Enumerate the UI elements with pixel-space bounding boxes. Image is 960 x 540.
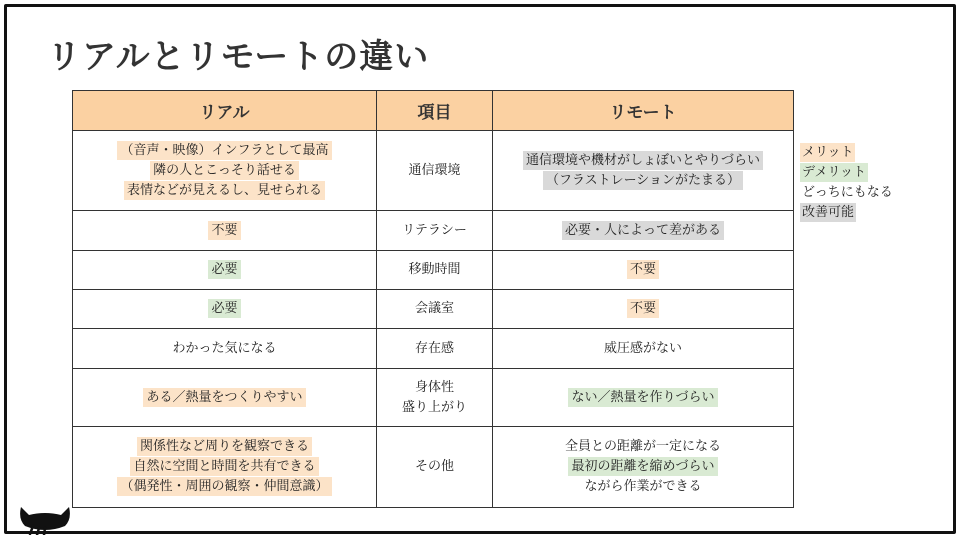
cell-text: 不要 <box>627 260 659 279</box>
cell-item <box>377 131 493 211</box>
cell-remote <box>493 131 794 211</box>
cell-text: 必要 <box>208 260 240 279</box>
cell-text: 自然に空間と時間を共有できる <box>130 457 318 476</box>
cell-item <box>377 251 493 290</box>
cell-text: 関係性など周りを観察できる <box>137 437 312 456</box>
item-label: 盛り上がり <box>401 399 467 415</box>
table-row <box>73 427 794 508</box>
legend-item <box>800 183 895 203</box>
cell-remote <box>493 329 794 369</box>
table-row <box>73 290 794 329</box>
cell-text: 隣の人とこっそり話せる <box>150 161 299 180</box>
legend-label: 改善可能 <box>802 205 855 220</box>
table-row <box>73 131 794 211</box>
item-label: 通信環境 <box>408 162 461 178</box>
cell-text: 不要 <box>627 299 659 318</box>
cell-text: 不要 <box>208 221 240 240</box>
header-item: 項目 <box>377 91 493 131</box>
header-real: リアル <box>73 91 377 131</box>
cell-text: 最初の距離を縮めづらい <box>568 457 717 476</box>
item-label: 会議室 <box>414 301 454 316</box>
table-row <box>73 329 794 369</box>
legend-item <box>800 143 895 163</box>
cell-item <box>377 290 493 329</box>
cell-text: （フラストレーションがたまる） <box>543 171 743 190</box>
cell-text: 必要・人によって差がある <box>562 221 724 240</box>
legend-item <box>800 163 895 183</box>
item-label: 身体性 <box>414 379 454 395</box>
cell-real <box>73 427 377 508</box>
cell-item <box>377 211 493 251</box>
header-remote: リモート <box>493 91 794 131</box>
item-label: 移動時間 <box>408 262 461 277</box>
cell-remote <box>493 211 794 251</box>
cell-item <box>377 369 493 427</box>
slide <box>4 4 956 534</box>
table-row <box>73 251 794 290</box>
cell-text: 全員との距離が一定になる <box>564 439 721 454</box>
cell-remote <box>493 290 794 329</box>
cell-real <box>73 211 377 251</box>
cell-text: （偶発性・周囲の観察・仲間意識） <box>117 477 331 496</box>
item-label: その他 <box>414 459 454 474</box>
table-row <box>73 369 794 427</box>
cell-text: （音声・映像）インフラとして最高 <box>117 141 331 160</box>
cell-remote <box>493 251 794 290</box>
cell-item <box>377 329 493 369</box>
cell-text: 表情などが見えるし、見せられる <box>124 181 325 200</box>
item-label: 存在感 <box>414 340 454 356</box>
legend-label: どっちにもなる <box>802 185 893 200</box>
cell-text: ない／熱量を作りづらい <box>568 388 717 407</box>
page-title: リアルとリモートの違い <box>47 37 430 77</box>
legend-label: メリット <box>802 145 854 160</box>
cell-text: 通信環境や機材がしょぼいとやりづらい <box>523 151 763 170</box>
legend-item <box>800 203 895 223</box>
cell-text: 必要 <box>208 299 240 318</box>
black-cat-logo-icon <box>17 501 73 535</box>
table-header-row <box>73 91 794 131</box>
cell-remote <box>493 427 794 508</box>
comparison-table <box>72 90 794 508</box>
cell-real <box>73 369 377 427</box>
cell-real <box>73 131 377 211</box>
cell-item <box>377 427 493 508</box>
color-legend <box>800 143 895 223</box>
cell-text: 威圧感がない <box>603 340 682 356</box>
table-body <box>73 131 794 508</box>
cell-text: ある／熱量をつくりやすい <box>143 388 305 407</box>
cell-text: ながら作業ができる <box>584 479 702 494</box>
cell-real <box>73 290 377 329</box>
cell-real <box>73 329 377 369</box>
cell-text: わかった気になる <box>172 340 277 356</box>
legend-label: デメリット <box>802 165 866 180</box>
cell-real <box>73 251 377 290</box>
item-label: リテラシー <box>402 222 467 238</box>
cell-remote <box>493 369 794 427</box>
table-row <box>73 211 794 251</box>
